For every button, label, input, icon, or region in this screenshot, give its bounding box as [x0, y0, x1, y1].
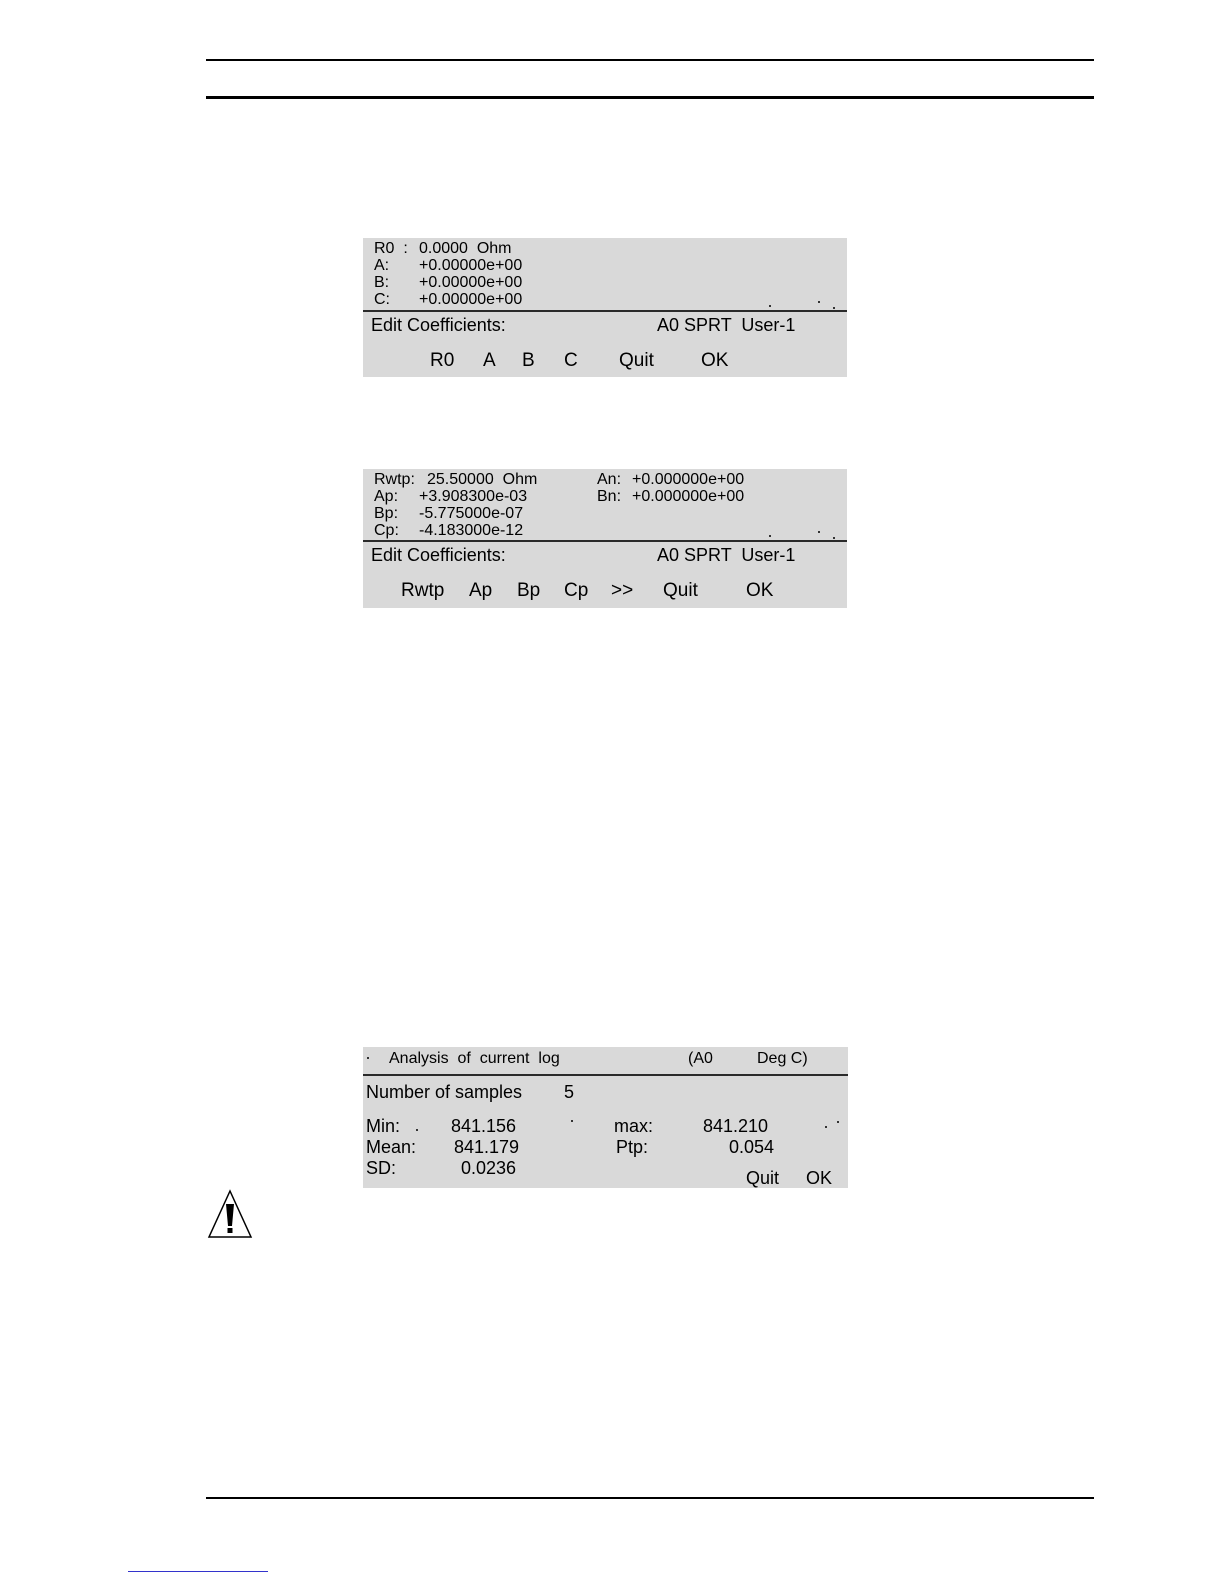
lcd-dot: [416, 1129, 418, 1131]
softkey-a[interactable]: A: [483, 350, 496, 371]
cp-value: -4.183000e-12: [419, 522, 524, 539]
softkey-more[interactable]: >>: [611, 580, 634, 601]
sd-label: SD:: [366, 1158, 397, 1178]
lcd-dot: [367, 1057, 369, 1059]
lcd-dot: [571, 1120, 573, 1122]
footer-rule: [206, 1497, 1094, 1499]
softkey-quit[interactable]: Quit: [619, 350, 654, 371]
max-label: max:: [614, 1116, 654, 1136]
bp-label: Bp:: [374, 505, 399, 522]
ap-value: +3.908300e-03: [419, 488, 528, 505]
lcd-dot: [833, 307, 835, 309]
screen-title: Edit Coefficients:: [371, 315, 506, 335]
sensor-status: A0 SPRT User-1: [657, 315, 796, 335]
rwtp-value: 25.50000 Ohm: [427, 471, 538, 488]
footer-link-underline[interactable]: [128, 1571, 268, 1572]
cp-label: Cp:: [374, 522, 399, 539]
bp-value: -5.775000e-07: [419, 505, 524, 522]
softkey-c[interactable]: C: [564, 350, 578, 371]
an-value: +0.000000e+00: [632, 471, 745, 488]
min-value: 841.156: [451, 1116, 517, 1136]
softkey-quit[interactable]: Quit: [746, 1168, 780, 1188]
log-analysis-screen: [363, 1047, 848, 1188]
analysis-header: Analysis of current log: [389, 1050, 560, 1067]
edit-coefficients-screen-its90: [363, 469, 847, 608]
lcd-dot: [769, 305, 771, 307]
softkey-bp[interactable]: Bp: [517, 580, 541, 601]
a-label: A:: [374, 257, 390, 274]
min-label: Min:: [366, 1116, 401, 1136]
softkey-ap[interactable]: Ap: [469, 580, 493, 601]
lcd-dot: [769, 535, 771, 537]
sensor-status: A0 SPRT User-1: [657, 545, 796, 565]
units-label: Deg C): [757, 1050, 808, 1067]
softkey-quit[interactable]: Quit: [663, 580, 698, 601]
c-label: C:: [374, 291, 390, 308]
softkey-rwtp[interactable]: Rwtp: [401, 580, 445, 601]
warning-triangle-icon: [207, 1189, 253, 1239]
lcd-dot: [818, 531, 820, 533]
bn-label: Bn:: [597, 488, 622, 505]
mean-value: 841.179: [454, 1137, 520, 1157]
channel-label: (A0: [688, 1050, 713, 1067]
max-value: 841.210: [703, 1116, 769, 1136]
a-value: +0.00000e+00: [419, 257, 523, 274]
lcd-dot: [833, 537, 835, 539]
ap-label: Ap:: [374, 488, 399, 505]
header-rule-bottom: [206, 96, 1094, 99]
an-label: An:: [597, 471, 622, 488]
b-value: +0.00000e+00: [419, 274, 523, 291]
lcd-dot: [825, 1126, 827, 1128]
header-rule-top: [206, 59, 1094, 61]
b-label: B:: [374, 274, 390, 291]
lcd-dot: [837, 1121, 839, 1123]
screen-title: Edit Coefficients:: [371, 545, 506, 565]
c-value: +0.00000e+00: [419, 291, 523, 308]
lcd-dot: [818, 301, 820, 303]
lcd-separator: [363, 310, 847, 312]
softkey-ok[interactable]: OK: [746, 580, 774, 601]
softkey-r0[interactable]: R0: [430, 350, 455, 371]
samples-label: Number of samples: [366, 1082, 523, 1102]
softkey-cp[interactable]: Cp: [564, 580, 589, 601]
rwtp-label: Rwtp:: [374, 471, 415, 488]
bn-value: +0.000000e+00: [632, 488, 745, 505]
ptp-label: Ptp:: [616, 1137, 649, 1157]
softkey-ok[interactable]: OK: [701, 350, 729, 371]
ptp-value: 0.054: [729, 1137, 775, 1157]
samples-value: 5: [564, 1082, 575, 1102]
sd-value: 0.0236: [461, 1158, 517, 1178]
lcd-separator: [363, 540, 847, 542]
mean-label: Mean:: [366, 1137, 417, 1157]
softkey-ok[interactable]: OK: [806, 1168, 833, 1188]
r0-value: 0.0000 Ohm: [419, 240, 512, 257]
lcd-separator: [363, 1074, 848, 1076]
edit-coefficients-screen-cvd: [363, 238, 847, 377]
r0-label: R0 :: [374, 240, 408, 257]
softkey-b[interactable]: B: [522, 350, 535, 371]
